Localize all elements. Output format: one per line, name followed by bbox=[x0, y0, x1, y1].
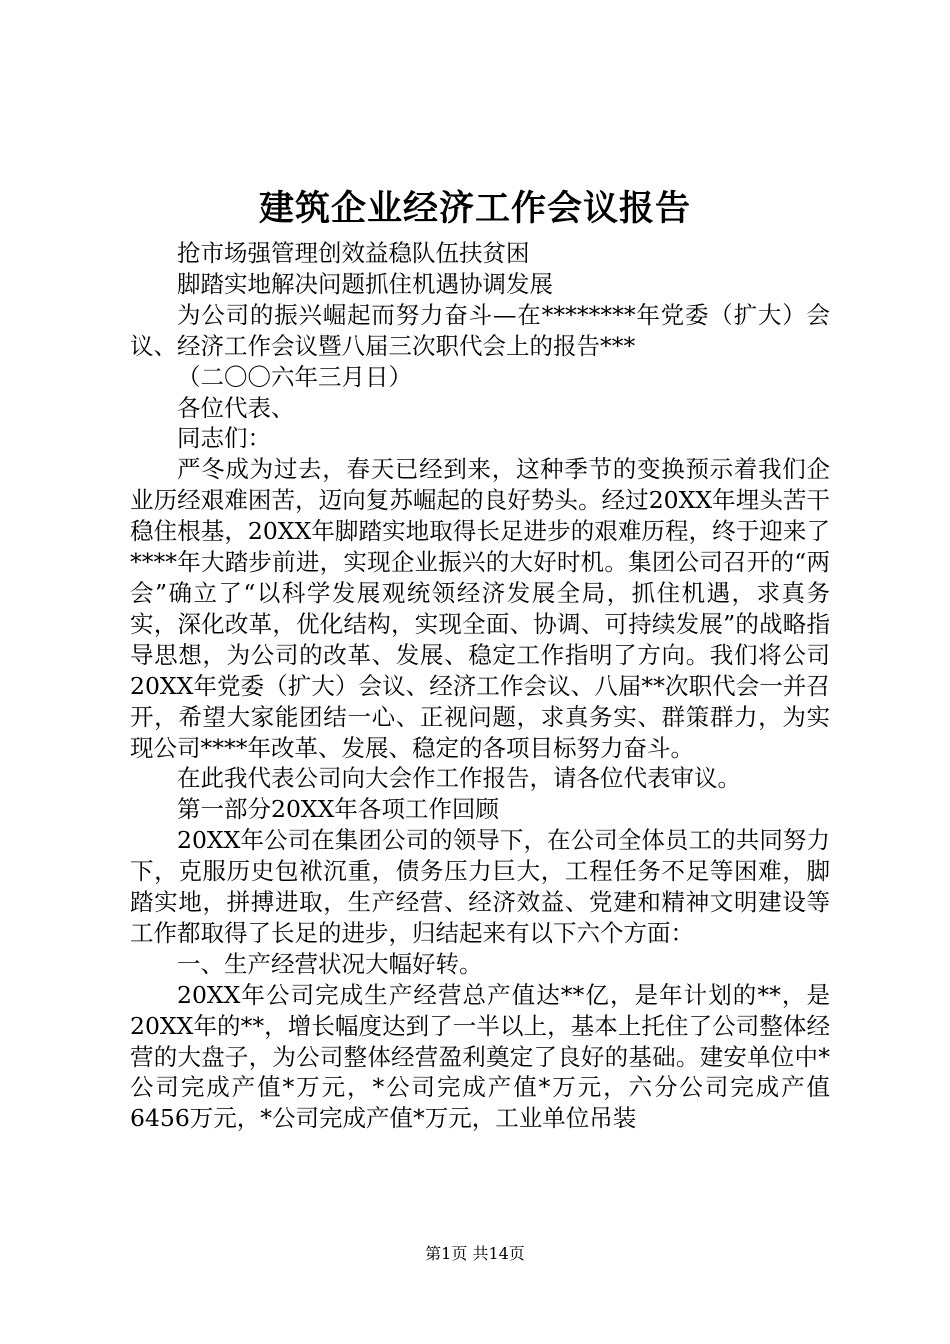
body-paragraph: 20XX年公司在集团公司的领导下，在公司全体员工的共同努力下，克服历史包袱沉重，债务压力巨大，工程任务不足等困难，脚踏实地，拼搏进取，生产经营、经济效益、党建和精神文明建设等工作都取得了长足的进步，归结起来有以下六个方面： bbox=[130, 826, 830, 947]
document-title: 建筑企业经济工作会议报告 bbox=[258, 188, 691, 229]
body-paragraph: 严冬成为过去，春天已经到来，这种季节的变换预示着我们企业历经艰难困苦，迈向复苏崛起的良好势头。经过20XX年埋头苦干稳住根基，20XX年脚踏实地取得长足进步的艰难历程，终于迎来了****年大踏步前进，实现企业振兴的大好时机。集团公司召开的“两会”确立了“以科学发展观统领经济发展全局，抓住机遇，求真务实，深化改革，优化结构，实现全面、协调、可持续发展”的战略指导思想，为公司的改革、发展、稳定工作指明了方向。我们将公司20XX年党委（扩大）会议、经济工作会议、八届**次职代会一并召开，希望大家能团结一心、正视问题，求真务实、群策群力，为实现公司****年改革、发展、稳定的各项目标努力奋斗。 bbox=[130, 455, 830, 762]
body-paragraph: 在此我代表公司向大会作工作报告，请各位代表审议。 bbox=[177, 764, 741, 793]
section-heading: 第一部分20XX年各项工作回顾 bbox=[177, 795, 499, 824]
salutation-comrades: 同志们： bbox=[177, 424, 271, 453]
document-body bbox=[130, 238, 830, 1134]
report-subtitle: 为公司的振兴崛起而努力奋斗—在********年党委（扩大）会议、经济工作会议暨八届三次职代会上的报告*** bbox=[130, 300, 830, 360]
slogan-line-1: 抢市场强管理创效益稳队伍扶贫困 bbox=[177, 239, 530, 267]
page-number-footer: 第1页 共14页 bbox=[425, 1244, 525, 1263]
subsection-heading: 一、生产经营状况大幅好转。 bbox=[177, 949, 483, 978]
body-paragraph: 20XX年公司完成生产经营总产值达**亿，是年计划的**，是20XX年的**，增长幅度达到了一半以上，基本上托住了公司整体经营的大盘子，为公司整体经营盈利奠定了良好的基础。建安单位中*公司完成产值*万元，*公司完成产值*万元，六分公司完成产值6456万元，*公司完成产值*万元，工业单位吊装 bbox=[130, 980, 830, 1133]
slogan-line-2: 脚踏实地解决问题抓住机遇协调发展 bbox=[177, 269, 553, 298]
salutation-delegates: 各位代表、 bbox=[177, 393, 295, 422]
report-date: （二〇〇六年三月日） bbox=[177, 362, 412, 391]
